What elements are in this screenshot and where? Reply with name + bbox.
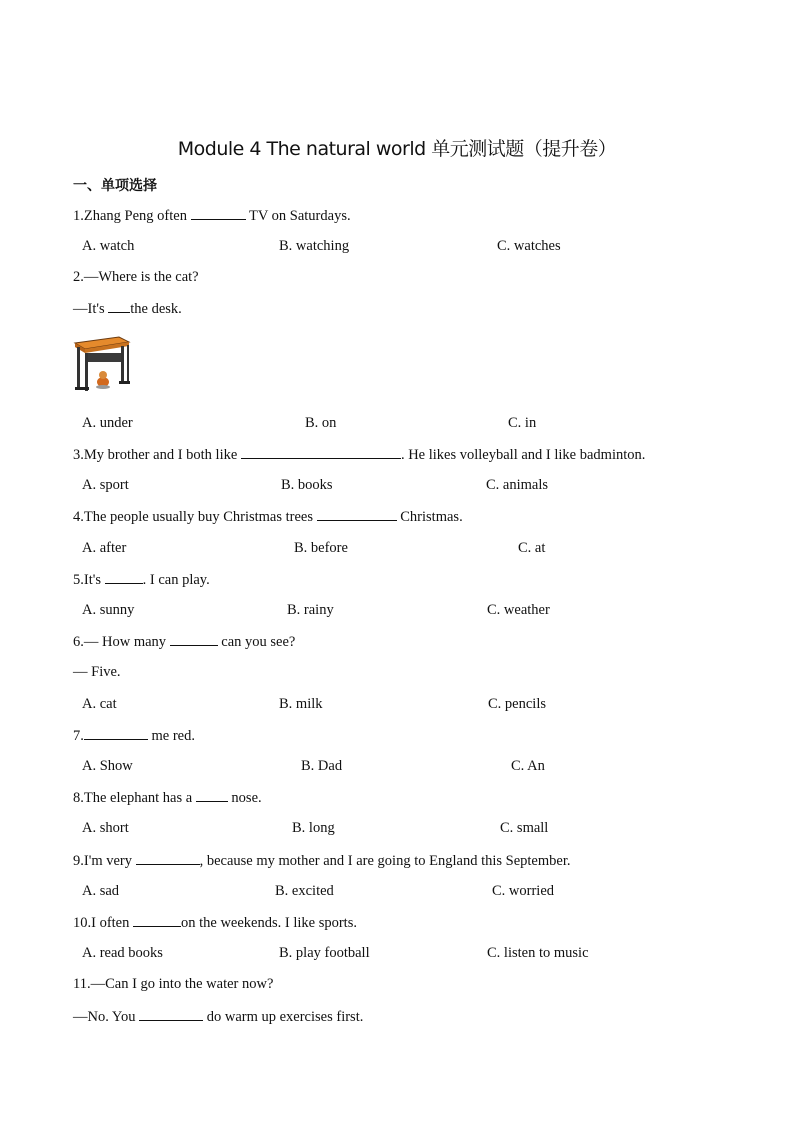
option-b: B. long [292,820,335,836]
option-b: B. excited [275,883,334,899]
option-c: C. pencils [488,696,546,712]
question-text: 6.— How many [73,634,170,650]
question-11-answer-line [73,1008,363,1026]
answer-blank [108,300,130,313]
option-a: A. sunny [82,602,135,618]
option-b: B. on [305,415,337,431]
option-a: A. sport [82,477,129,493]
answer-blank [241,446,401,459]
answer-blank [139,1008,203,1021]
answer-blank [196,789,228,802]
question-2 [73,269,199,286]
option-b: B. play football [279,945,370,961]
answer-blank [170,633,218,646]
option-c: C. An [511,758,545,774]
option-c: C. at [518,540,546,556]
option-b: B. watching [279,238,350,254]
question-text: nose. [227,790,262,806]
option-c: C. small [500,820,549,836]
option-a: A. short [82,820,129,836]
option-c: C. in [508,415,537,431]
option-a: A. after [82,540,127,556]
question-9 [73,852,570,870]
option-b: B. before [294,540,348,556]
option-b: B. rainy [287,602,334,618]
option-c: C. listen to music [487,945,589,961]
question-10 [73,914,357,932]
option-a: A. read books [82,945,163,961]
question-text: 11.—Can I go into the water now? [73,976,274,992]
question-text: 7. [73,728,84,744]
answer-blank [136,852,200,865]
option-b: B. milk [279,696,323,712]
desk-with-cat-image [73,333,131,393]
question-5 [73,571,210,589]
question-text: 5.It's [73,572,105,588]
question-text: on the weekends. I like sports. [181,915,357,931]
question-11 [73,976,273,993]
question-text: 1.Zhang Peng often [73,208,191,224]
option-c: C. worried [492,883,555,899]
answer-blank [133,914,181,927]
option-b: B. books [281,477,333,493]
question-text: TV on Saturdays. [245,208,351,224]
question-7 [73,727,195,745]
option-a: A. cat [82,696,117,712]
answer-blank [105,571,143,584]
answer-blank [191,207,246,220]
question-text: 3.My brother and I both like [73,447,241,463]
question-text: 4.The people usually buy Christmas trees [73,509,317,525]
question-2-answer-line [73,300,182,318]
option-a: A. Show [82,758,133,774]
question-text: , because my mother and I are going to England this September. [199,853,571,869]
answer-blank [84,727,148,740]
page-title: Module 4 The natural world 单元测试题（提升卷） [177,138,617,160]
question-text: — Five. [73,664,121,680]
option-c: C. animals [486,477,549,493]
question-text: 9.I'm very [73,853,136,869]
question-text: 2.—Where is the cat? [73,269,199,285]
question-text: 8.The elephant has a [73,790,196,806]
question-text: —It's [73,301,109,317]
answer-blank [317,508,397,521]
question-text: 10.I often [73,915,133,931]
option-a: A. watch [82,238,135,254]
question-6 [73,633,295,651]
question-3 [73,446,645,464]
question-text: . He likes volleyball and I like badminton. [400,447,646,463]
question-text: . I can play. [142,572,210,588]
option-a: A. under [82,415,133,431]
question-4 [73,508,463,526]
question-text: me red. [147,728,195,744]
question-text: Christmas. [396,509,463,525]
question-text: can you see? [217,634,296,650]
question-text: do warm up exercises first. [203,1009,364,1025]
question-6-answer-line [73,664,121,681]
option-a: A. sad [82,883,120,899]
section-heading: 一、单项选择 [73,178,157,194]
question-8 [73,789,262,807]
question-1 [73,207,351,225]
question-text: —No. You [73,1009,140,1025]
option-b: B. Dad [301,758,343,774]
option-c: C. watches [497,238,561,254]
question-text: the desk. [130,301,182,317]
option-c: C. weather [487,602,550,618]
